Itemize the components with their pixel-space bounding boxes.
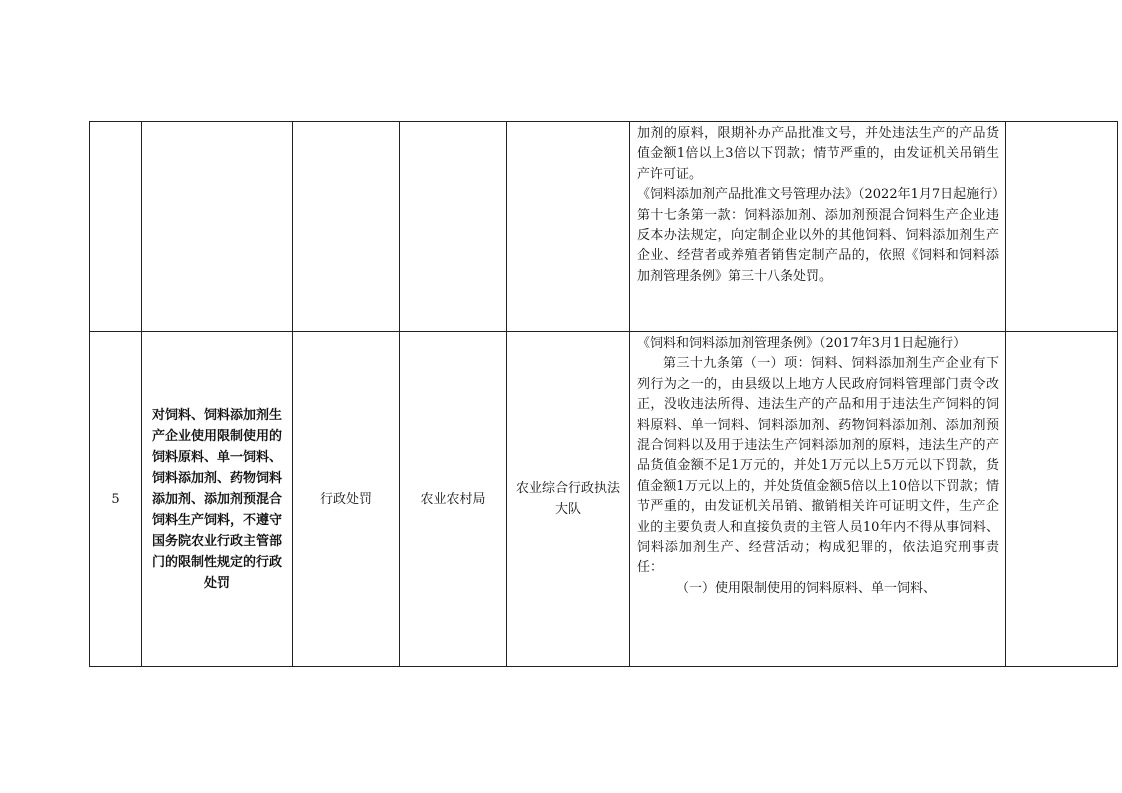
legal-basis-cell (630, 332, 1006, 667)
item-name-cell (142, 122, 293, 332)
basis-paragraph: 第三十九条第（一）项：饲料、饲料添加剂生产企业有下列行为之一的，由县级以上地方人民政府饲料管理部门责令改正，没收违法所得、违法生产的产品和用于违法生产饲料的饲料原料、单一饲料、饲料添加剂、药物饲料添加剂、添加剂预混合饲料以及用于违法生产饲料添加剂的原料，违法生产的产品货值金额不足1万元的，并处1万元以上5万元以下罚款，货值金额1万元以上的，并处货值金额5倍以上10倍以下罚款；情节严重的，由发证机关吊销、撤销相关许可证明文件，生产企业的主要负责人和直接负责的主管人员10年内不得从事饲料、饲料添加剂生产、经营活动；构成犯罪的，依法追究刑事责任： (637, 356, 999, 576)
authority-cell: 农业农村局 (400, 332, 507, 667)
remark-cell (1006, 122, 1118, 332)
category-cell (293, 122, 400, 332)
row-number-cell: 5 (90, 332, 142, 667)
authority-cell (400, 122, 507, 332)
basis-paragraph: 加剂的原料，限期补办产品批准文号，并处违法生产的产品货值金额1倍以上3倍以下罚款；情节严重的，由发证机关吊销生产许可证。 (637, 126, 999, 182)
basis-paragraph: 第十七条第一款：饲料添加剂、添加剂预混合饲料生产企业违反本办法规定，向定制企业以外的其他饲料、饲料添加剂生产企业、经营者或养殖者销售定制产品的，依照《饲料和饲料添加剂管理条例》第三十八条处罚。 (637, 207, 999, 284)
executor-cell (507, 122, 630, 332)
basis-paragraph: 《饲料添加剂产品批准文号管理办法》（2022年1月7日起施行） (637, 187, 1006, 203)
table-row (90, 332, 1118, 667)
remark-cell (1006, 332, 1118, 667)
basis-paragraph: 《饲料和饲料添加剂管理条例》（2017年3月1日起施行） (637, 336, 967, 351)
item-name-cell: 对饲料、饲料添加剂生产企业使用限制使用的饲料原料、单一饲料、饲料添加剂、药物饲料添加剂、添加剂预混合饲料生产饲料，不遵守国务院农业行政主管部门的限制性规定的行政处罚 (142, 332, 293, 667)
executor-cell: 农业综合行政执法大队 (507, 332, 630, 667)
row-number-cell (90, 122, 142, 332)
basis-paragraph: （一）使用限制使用的饲料原料、单一饲料、 (676, 580, 937, 596)
legal-basis-cell (630, 122, 1006, 332)
penalty-table (89, 121, 1118, 667)
table-row (90, 122, 1118, 332)
category-cell: 行政处罚 (293, 332, 400, 667)
